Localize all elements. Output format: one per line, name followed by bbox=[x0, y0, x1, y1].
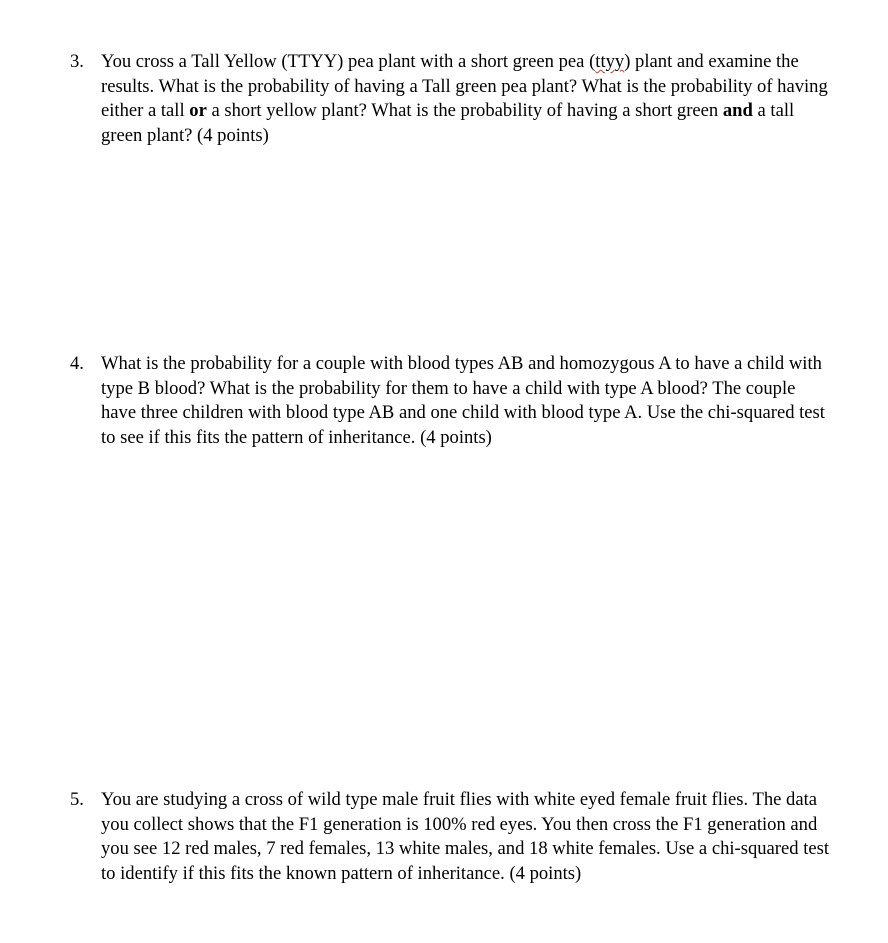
spellcheck-flagged-word[interactable]: ttyy bbox=[595, 51, 625, 72]
question-number: 3. bbox=[70, 51, 84, 72]
question-text: What is the probability for a couple with blood types AB and homozygous A to have a child with type B blood? What is the probability for them to have a child with type A blood? The couple have three children with blood type AB and one child with blood type A. Use the chi-squared test to see if this fits the pattern of inheritance. (4 points) bbox=[101, 353, 825, 448]
question-number: 5. bbox=[70, 789, 84, 810]
emphasis-and: and bbox=[722, 100, 753, 121]
question-4 bbox=[70, 352, 830, 450]
question-number: 4. bbox=[70, 353, 84, 374]
question-text: You cross a Tall Yellow (TTYY) pea plant with a short green pea (ttyy) plant and examine the results. What is the probability of having a Tall green pea plant? What is the probability of having either a tall or a short yellow plant? What is the probability of having a short green and a tall green plant? (4 points) bbox=[101, 51, 828, 146]
question-3 bbox=[70, 50, 830, 148]
question-5 bbox=[70, 788, 830, 886]
question-text: You are studying a cross of wild type male fruit flies with white eyed female fruit flies. The data you collect shows that the F1 generation is 100% red eyes. You then cross the F1 generation and you see 12 red males, 7 red females, 13 white males, and 18 white females. Use a chi-squared test to identify if this fits the known pattern of inheritance. (4 points) bbox=[101, 789, 830, 884]
emphasis-or: or bbox=[189, 100, 207, 121]
